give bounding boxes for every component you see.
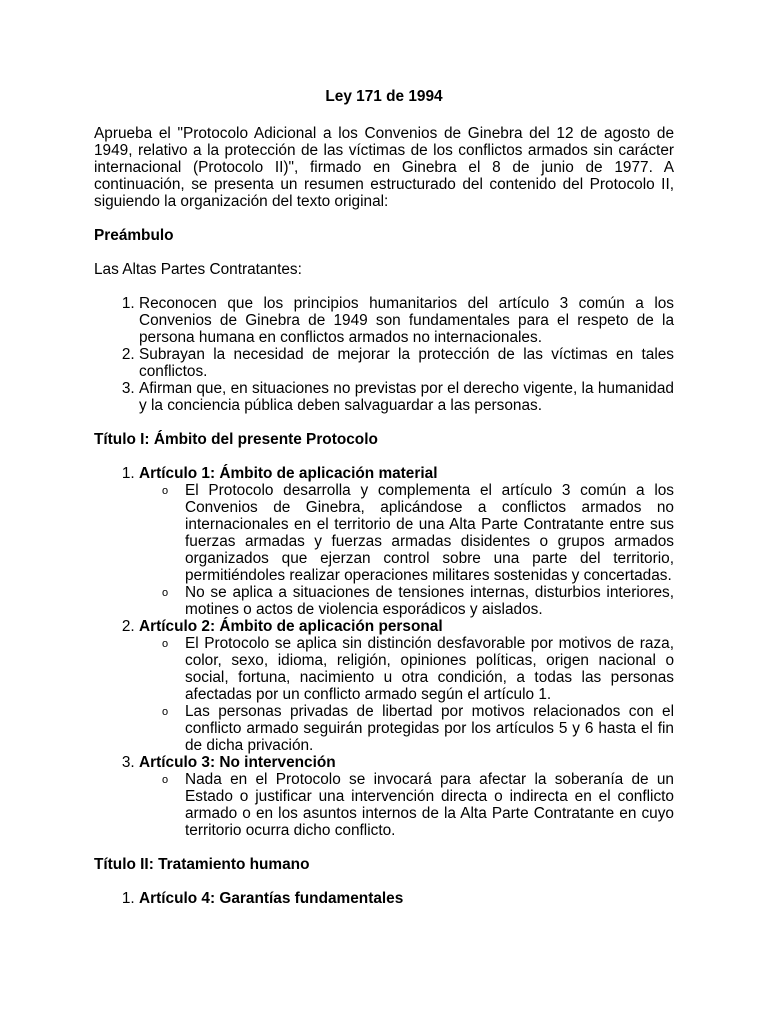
article-point: o No se aplica a situaciones de tensiones internas, disturbios interiores, motines o actos de violencia esporádicos y aislados.	[185, 584, 674, 618]
title1-heading: Título I: Ámbito del presente Protocolo	[94, 431, 378, 448]
article-points	[139, 771, 674, 839]
article-point: o Nada en el Protocolo se invocará para afectar la soberanía de un Estado o justificar una intervención directa o indirecta en el conflicto armado o en los asuntos internos de la Alta Parte Contratante en cuyo territorio ocurra dicho conflicto.	[185, 771, 674, 839]
article-item	[139, 754, 674, 839]
article-item	[139, 618, 674, 754]
article-point: o El Protocolo se aplica sin distinción desfavorable por motivos de raza, color, sexo, idioma, religión, opiniones políticas, origen nacional o social, fortuna, nacimiento u otra condición, a todas las personas afectadas por un conflicto armado según el artículo 1.	[185, 635, 674, 703]
article-point: o Las personas privadas de libertad por motivos relacionados con el conflicto armado seguirán protegidas por los artículos 5 y 6 hasta el fin de dicha privación.	[185, 703, 674, 754]
intro-paragraph: Aprueba el "Protocolo Adicional a los Convenios de Ginebra del 12 de agosto de 1949, relativo a la protección de las víctimas de los conflictos armados sin carácter internacional (Protocolo II)", firmado en Ginebra el 8 de junio de 1977. A continuación, se presenta un resumen estructurado del contenido del Protocolo II, siguiendo la organización del texto original:	[94, 125, 674, 210]
preamble-heading: Preámbulo	[94, 227, 174, 244]
preamble-lead: Las Altas Partes Contratantes:	[94, 261, 302, 278]
article-title: Artículo 1: Ámbito de aplicación material	[139, 465, 438, 482]
article-title: Artículo 4: Garantías fundamentales	[139, 890, 404, 907]
preamble-item: 2. Subrayan la necesidad de mejorar la protección de las víctimas en tales conflictos.	[139, 346, 674, 380]
preamble-list	[94, 295, 674, 414]
preamble-item: 3. Afirman que, en situaciones no previstas por el derecho vigente, la humanidad y la conciencia pública deben salvaguardar a las personas.	[139, 380, 674, 414]
article-title: Artículo 3: No intervención	[139, 754, 336, 771]
article-item	[139, 890, 674, 907]
title2-article-list	[94, 890, 674, 907]
title1-article-list	[94, 465, 674, 839]
article-points	[139, 635, 674, 754]
preamble-item: 1. Reconocen que los principios humanitarios del artículo 3 común a los Convenios de Ginebra de 1949 son fundamentales para el respeto de la persona humana en conflictos armados no internacionales.	[139, 295, 674, 346]
article-item	[139, 465, 674, 618]
article-title: Artículo 2: Ámbito de aplicación personal	[139, 618, 443, 635]
title2-heading: Título II: Tratamiento humano	[94, 856, 310, 873]
document-title: Ley 171 de 1994	[325, 88, 443, 105]
article-points	[139, 482, 674, 618]
article-point: o El Protocolo desarrolla y complementa el artículo 3 común a los Convenios de Ginebra, aplicándose a conflictos armados no internacionales en el territorio de una Alta Parte Contratante entre sus fuerzas armadas y fuerzas armadas disidentes o grupos armados organizados que ejerzan control sobre una parte del territorio, permitiéndoles realizar operaciones militares sostenidas y concertadas.	[185, 482, 674, 584]
